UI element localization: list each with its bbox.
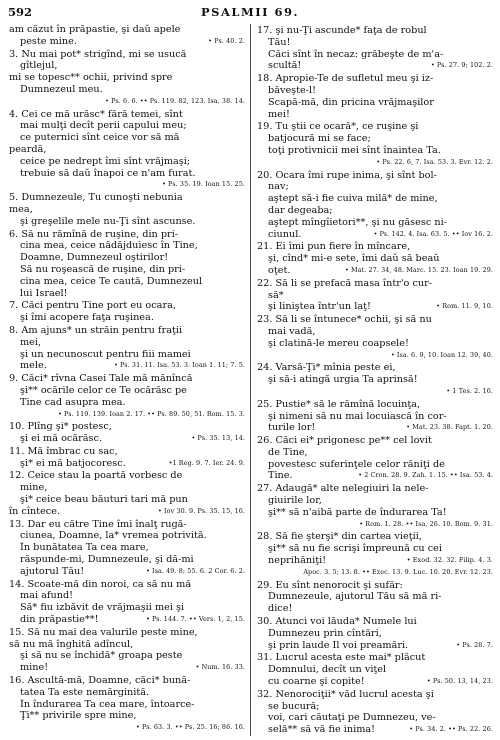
verse-line: 10. Plîng şi* postesc, — [9, 421, 112, 433]
line-text: ajutorul Tău! — [20, 565, 85, 577]
verse-line: 5. Dumnezeule, Tu cunoşti nebunia — [9, 192, 183, 204]
text-line — [257, 640, 493, 652]
text-line — [9, 566, 245, 578]
text-line: peardă, — [9, 143, 47, 155]
line-text: şi ei mă ocărăsc. — [20, 433, 103, 445]
text-line — [257, 724, 493, 736]
text-line: băveşte-l! — [268, 84, 317, 96]
cross-reference: • 1 Tes. 2. 16. — [446, 386, 493, 395]
text-line: Doamne, Dumnezeul oştirilor! — [20, 252, 169, 264]
text-line: dar degeaba; — [268, 204, 333, 216]
text-line: Tine cad asupra mea. — [20, 396, 126, 408]
text-line — [9, 360, 245, 372]
text-line: gîtlejul, — [20, 60, 58, 72]
text-line: şi să-i atingă urgia Ta aprinsă! — [268, 374, 418, 386]
text-line: În bunătatea Ta cea mare, — [20, 542, 149, 554]
line-text: ciunul. — [268, 228, 302, 240]
text-line: să nu mă înghită adîncul, — [9, 638, 134, 650]
text-line: şi** să n'aibă parte de îndurarea Ta! — [268, 506, 447, 518]
verse-line: 22. Să li se prefacă masa într'o cur- — [257, 277, 433, 289]
verse-line: 15. Să nu mai dea valurile peste mine, — [9, 626, 198, 638]
text-line: ciunea, Doamne, la* vremea potrivită. — [20, 530, 207, 542]
cross-reference: • Mat. 27. 34, 48. Marc. 15. 23. Ioan 19. 29. — [345, 265, 493, 274]
text-line: mea, — [9, 203, 33, 215]
text-line: Dumnezeu prin cîntări, — [268, 627, 382, 639]
verse-line: 6. Să nu rămînă de ruşine, din pri- — [9, 228, 179, 240]
verse-line: 17. şi nu-Ţi ascunde* faţa de robul — [257, 25, 427, 36]
text-line: Ţi** privirile spre mine, — [20, 710, 137, 722]
cross-reference: • Num. 16. 33. — [195, 663, 245, 672]
verse-line: 27. Adaugă* alte nelegiuiri la nele- — [257, 483, 429, 495]
line-text: oţet. — [268, 264, 291, 276]
text-line: mai mulţi decît perii capului meu; — [20, 120, 187, 132]
text-line: şi, cînd* mi-e sete, îmi daŭ să beaŭ — [268, 253, 440, 265]
page-header — [8, 5, 492, 21]
text-line: Scapă-mă, din pricina vrăjmaşilor — [268, 96, 434, 108]
line-text: în cîntece. — [9, 505, 61, 517]
text-line: mei, — [20, 336, 42, 348]
text-line: şi** să nu fie scrişi împreună cu cei — [268, 543, 442, 555]
text-line: giuirile lor, — [268, 495, 322, 507]
text-line: şi greşelile mele nu-Ţi sînt ascunse. — [20, 215, 196, 227]
text-line — [257, 301, 493, 313]
cross-reference: • Ps. 50. 13, 14, 23. — [426, 677, 493, 686]
cross-reference: • Ps. 119. 139. Ioan 2. 17. •• Ps. 89. 50, 51. Rom. 15. 3. — [58, 409, 245, 418]
verse-line: 24. Varsă-Ţi* mînia peste ei, — [257, 362, 396, 374]
verse-line: 29. Eu sînt nenorocit şi sufăr: — [257, 579, 403, 591]
verse-line: 13. Dar eu către Tine îmi înalţ rugă- — [9, 518, 187, 530]
line-text: scultă! — [268, 60, 302, 72]
text-line: de Tine, — [268, 446, 308, 458]
cross-reference: • Ps. 31. 11. Isa. 53. 3. Ioan 1. 11; 7. 5. — [114, 361, 245, 370]
text-line — [257, 555, 493, 567]
line-text: şi* ei mă batjocoresc. — [20, 457, 126, 469]
text-line — [257, 676, 493, 688]
cross-reference: Apoc. 3. 5; 13. 8. •• Ezec. 13. 9. Luc. 10. 20. Evr. 12. 23. — [303, 567, 493, 576]
right-column — [257, 24, 493, 736]
text-line: ceice pe nedrept îmi sînt vrăjmaşi; — [20, 155, 191, 167]
text-line: să* — [268, 289, 284, 301]
text-line: cina mea, ceice nădăjduiesc în Tine, — [20, 240, 198, 252]
verse-line: 8. Am ajuns* un străin pentru fraţii — [9, 324, 183, 336]
cross-reference: • Rom. 1. 28. •• Isa. 26. 10. Rom. 9. 31. — [359, 519, 493, 528]
verse-line: 23. Să li se întunece* ochii, şi să nu — [257, 314, 432, 326]
line-text: peste mine. — [20, 35, 77, 47]
text-line — [9, 36, 245, 48]
text-line: mai afund! — [20, 590, 74, 602]
line-text: mine! — [20, 662, 49, 674]
cross-reference: • Ps. 40. 2. — [208, 36, 245, 45]
verse-line: 7. Căci pentru Tine port eu ocara, — [9, 300, 176, 312]
cross-reference: • Isa. 49. 8; 55. 6. 2 Cor. 6. 2. — [145, 566, 245, 575]
text-line: Să* fiu izbăvit de vrăjmaşii mei şi — [20, 602, 185, 614]
text-line: şi clatină-le mereu coapsele! — [268, 337, 409, 349]
cross-reference: • Ps. 35. 13, 14. — [191, 434, 245, 443]
cross-reference: • Ps. 22. 6, 7. Isa. 53. 3. Evr. 12. 2. — [376, 157, 493, 166]
page-number: 592 — [8, 5, 33, 19]
verse-line: 30. Atunci voi lăuda* Numele lui — [257, 616, 417, 628]
text-line: nav; — [268, 181, 289, 193]
cross-reference: • Iov 30. 9. Ps. 35. 15, 16. — [158, 506, 245, 515]
cross-reference: • Isa. 6. 9, 10. Ioan 12. 39, 40. — [390, 350, 493, 359]
text-line: am căzut în prăpastie, şi daŭ apele — [9, 24, 181, 35]
text-line: trebuie să daŭ înapoi ce n'am furat. — [20, 167, 196, 179]
text-line — [9, 458, 245, 470]
text-line — [9, 614, 245, 626]
cross-reference: • Mat. 23. 38. Fapt. 1. 20. — [406, 423, 493, 432]
cross-reference: • Ps. 142. 4. Isa. 63. 5. •• Iov 16. 2. — [373, 229, 493, 238]
cross-reference: • Ps. 27. 9; 102. 2. — [430, 61, 493, 70]
left-column — [9, 24, 245, 736]
cross-reference: • Ps. 34. 2. •• Ps. 22. 26. — [409, 725, 493, 734]
text-line: batjocură mi se face; — [268, 133, 371, 145]
verse-line: 25. Pustie* să le rămînă locuinţa, — [257, 398, 421, 410]
verse-line: 21. Ei îmi pun fiere în mîncare, — [257, 241, 411, 253]
text-line: Să nu roşească de ruşine, din pri- — [20, 263, 186, 275]
text-line: Dumnezeule, ajutorul Tău să mă ri- — [268, 591, 442, 603]
cross-reference: •1 Reg. 9. 7. Ier. 24. 9. — [168, 458, 245, 467]
verse-line: 20. Ocara îmi rupe inima, şi sînt bol- — [257, 169, 437, 181]
text-line: mei! — [268, 108, 290, 120]
line-text: şi liniştea într'un laţ! — [268, 301, 371, 313]
verse-line: 16. Ascultă-mă, Doamne, căci* bună- — [9, 675, 191, 687]
text-line — [257, 265, 493, 277]
verse-line: 18. Apropie-Te de sufletul meu şi iz- — [257, 73, 434, 85]
cross-reference: • Ps. 35. 19. Ioan 15. 25. — [162, 180, 245, 189]
cross-reference: • Rom. 11. 9, 10. — [436, 302, 493, 311]
text-line: cina mea, ceice Te caută, Dumnezeul — [20, 275, 203, 287]
verse-line: 11. Mă îmbrac cu sac, — [9, 445, 118, 457]
line-text: din prăpastie**! — [20, 614, 99, 626]
line-text: selă** să vă fie inima! — [268, 724, 376, 736]
text-line: Tău! — [268, 36, 291, 48]
column-divider — [250, 24, 251, 736]
text-line: ce puternici sînt ceice vor să mă — [20, 132, 180, 144]
cross-reference: • 2 Cron. 28. 9. Zah. 1. 15. •• Isa. 53. 4. — [358, 471, 493, 480]
line-text: neprihăniţi! — [268, 555, 327, 567]
verse-line: 14. Scoate-mă din noroi, ca să nu mă — [9, 578, 192, 590]
text-line: tatea Ta este nemărginită. — [20, 686, 150, 698]
text-line: mine, — [20, 482, 48, 494]
text-line: Domnului, decît un viţel — [268, 664, 387, 676]
text-line: mai vadă, — [268, 325, 316, 337]
text-line: şi să nu se închidă* groapa peste — [20, 650, 183, 662]
text-line: Căci sînt în necaz: grăbeşte de m'a- — [268, 48, 444, 60]
line-text: Tine. — [268, 470, 293, 482]
text-line — [9, 433, 245, 445]
line-text: şi prin laude Il voi preamări. — [268, 639, 409, 651]
text-line: Dumnezeul meu. — [20, 83, 103, 95]
text-line: şi un necunoscut pentru fiii mamei — [20, 348, 191, 360]
text-line — [257, 60, 493, 72]
text-line — [9, 506, 245, 518]
verse-line: 31. Lucrul acesta este mai* plăcut — [257, 652, 426, 664]
text-line: şi nimeni să nu mai locuiască în cor- — [268, 410, 447, 422]
running-title: PSALMII 69. — [201, 5, 299, 19]
verse-line: 26. Căci ei* prigonesc pe** cel lovit — [257, 435, 432, 447]
verse-line: 3. Nu mai pot* strigînd, mi se usucă — [9, 48, 187, 60]
line-text: cu coarne şi copite! — [268, 676, 365, 688]
text-line: şi* ceice beau băuturi tari mă pun — [20, 494, 188, 506]
text-line: şi îmi acopere faţa ruşinea. — [20, 312, 154, 324]
text-line: se bucură; — [268, 700, 320, 712]
text-line — [257, 422, 493, 434]
text-line: dice! — [268, 603, 293, 615]
cross-reference: • Ps. 63. 3. •• Ps. 25. 16; 86. 16. — [135, 723, 245, 732]
text-line: În îndurarea Ta cea mare, întoarce- — [20, 698, 195, 710]
text-line: toţi protivnicii mei sînt înaintea Ta. — [268, 144, 441, 156]
verse-line: 28. Să fie şterşi* din cartea vieţii, — [257, 531, 422, 543]
text-line — [9, 662, 245, 674]
verse-line: 19. Tu ştii ce ocară*, ce ruşine şi — [257, 121, 419, 133]
verse-line: 4. Cei ce mă urăsc* fără temei, sînt — [9, 108, 183, 120]
text-line: aştept mîngîietori**, şi nu găsesc ni- — [268, 216, 447, 228]
text-line: aştept să-i fie cuiva milă* de mine, — [268, 193, 438, 205]
cross-reference: • Ps. 28. 7. — [456, 640, 493, 649]
cross-reference: • Ps. 144. 7. •• Vers. 1, 2, 15. — [145, 615, 245, 624]
cross-reference: • Exod. 32. 32. Filip. 4. 3. — [406, 556, 493, 565]
line-text: mele. — [20, 360, 47, 372]
text-line: povestesc suferinţele celor răniţi de — [268, 458, 445, 470]
text-line: şi** ocările celor ce Te ocărăsc pe — [20, 384, 187, 396]
text-line: mi se topesc** ochii, privind spre — [9, 72, 173, 84]
text-line: lui Israel! — [20, 287, 68, 299]
text-line: voi, cari căutaţi pe Dumnezeu, ve- — [268, 712, 436, 724]
text-line — [257, 470, 493, 482]
verse-line: 12. Ceice stau la poartă vorbesc de — [9, 470, 183, 482]
text-line — [257, 229, 493, 241]
line-text: turile lor! — [268, 422, 316, 434]
verse-line: 9. Căci* rîvna Casei Tale mă mănîncă — [9, 373, 193, 385]
text-line: răspunde-mi, Dumnezeule, şi dă-mi — [20, 554, 194, 566]
verse-line: 32. Nenorociţii* văd lucrul acesta şi — [257, 688, 434, 700]
cross-reference: • Ps. 6. 6. •• Ps. 119. 82, 123. Isa. 38. 14. — [105, 96, 245, 105]
